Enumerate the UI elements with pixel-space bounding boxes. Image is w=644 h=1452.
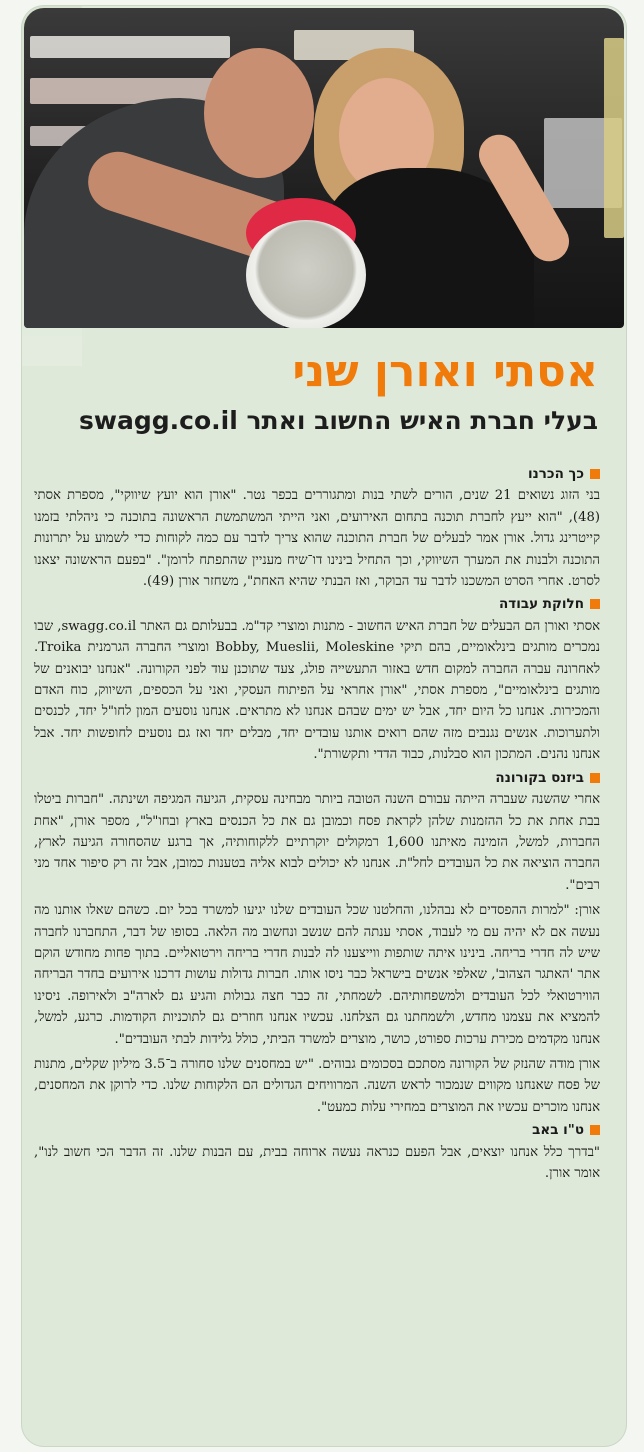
- section: [34, 1120, 600, 1184]
- speaker-body: [246, 220, 366, 328]
- shelf: [30, 36, 230, 58]
- square-bullet-icon: [590, 599, 600, 609]
- paragraph: אחרי שהשנה שעברה הייתה עבורם השנה הטובה ביותר מבחינה עסקית, הגיעה המגיפה ושינתה. "חברות ביטלו בבת אחת את כל ההזמנות שלהן לקראת פסח וכמובן גם את כל הכנסים בארץ ובחו"ל", מספר אורן, "אחת החברות, למשל, הזמינה מאיתנו 1,600 רמקולים יוקרתיים ללקוחותיה, אך ברגע שהסחורה הגיעה לארץ, החברה הוציאה את כל העובדים לחל"ת. אנחנו לא יכולים לבוא אליה בטענות כמובן, אבל זה רק סיפור אחד מני רבים".: [34, 792, 600, 893]
- paragraph: אסתי ואורן הם הבעלים של חברת האיש החשוב - מתנות ומוצרי קד"מ. בבעלותם גם האתר swagg.co.il, שבו נמכרים מותגים בינלאומיים, בהם תיקי Bobby, Mueslii, Moleskine ומוצרי החברה הגרמנית Troika. לאחרונה עברה החברה למקום חדש באזור התעשייה פולג, צעד שתוכנן עוד לפני הקורונה. "אנחנו יבואנים של מותגים בינלאומיים", מספרת אסתי, "אורן אחראי על הפיתוח העסקי, ואני על הכספים, השיווק, כוח האדם והמכירות. אנחנו כל היום יחד, אבל יש ימים שבהם אנחנו לא מתראים. אנחנו נוסעים המון לחו"ל יחד, לכנסים ולתערוכות. אנשים נגנבים מזה שהם רואים אותנו עובדים יחד, מבלים יחד ואז גם נוסעים לחופשות יחד. אבל אנחנו נהנים. המתכון הוא סבלנות, כבוד הדדי ותקשורת".: [34, 618, 600, 763]
- paragraph: בני הזוג נשואים 21 שנים, הורים לשתי בנות ומתגוררים בכפר נטר. "אורן הוא יועץ שיווקי", מספרת אסתי (48), "הוא ייעץ לחברת תוכנה בתחום האירועים, ואני הייתי המשתמשת הראשונה בתוכנה כי ניהלתי בזמנו קייטרינג גדול. אורן אמר לבעלים של חברת התוכנה שהוא צריך לדבר עם כמה לקוחות כדי לשמוע על יתרונות התוכנה ולבנות את המערך השיווקי, וכך התחיל בינינו דו־שיח מעניין שהתפתח לרומן". "בפעם הראשונה יצאנו לסרט. אחרי הסרט המשכנו לדבר עד הבוקר, ואז הבנתי שהיא האחת", משחזר אורן (49).: [34, 488, 600, 590]
- section: [34, 464, 600, 592]
- subhead: בעלי חברת האיש החשוב ואתר swagg.co.il: [79, 406, 598, 435]
- paragraph: אורן מודה שהנזק של הקורונה מסתכם בסכומים גבוהים. "יש במחסנים שלנו סחורה ב־3.5 מיליון שקלים, מתנות של פסח שאנחנו מקווים שנמכור לראש השנה. המרוויחים הגדולים הם הלקוחות שלנו. כדי לרוקן את המחסנים, אנחנו מוכרים עכשיו את המוצרים במחירי עלות כמעט".: [34, 1056, 600, 1115]
- section-title-text: כך הכרנו: [528, 466, 584, 482]
- man-head: [204, 48, 314, 178]
- article-card: [22, 6, 626, 1446]
- paragraph: אורן: "למרות ההפסדים לא נבהלנו, והחלטנו שכל העובדים שלנו יגיעו למשרד בכל יום. כשהם שאלו אותנו מה נעשה אם לא יהיה עם מי לעבוד, אסתי ענתה להם שנשב ונחשוב מה הלאה. בסופו של דבר, התחברנו לחברה שיש לה חדרי בריחה. בינינו איתה שותפות ווייצענו לה לבנות חדרי בריחה וירטואליים. בתוך פחות מחודש הוקם אתר 'האתגר הצהוב', שאלפי אנשים בישראל כבר ניסו אותו. חברות גדולות עושות דרכנו אירועים בחדר הבריחה הווירטואלי לכל העובדים ולמשפחותיהם. לשמחתי, זה כבר חצה גבולות והגיע גם לארה"ב ולאירופה. ניסינו להמציא את עצמנו מחדש, ולשמחתנו גם הצלחנו. עכשיו אנחנו חוזרים גם לתוכניות הקודמות. כרגע, למשל, אנחנו מקדמים מכירת ערכות ספורט, כושר, מוצרים למשרד הביתי, כולל גלידות לבתי העובדים".: [34, 903, 600, 1047]
- paragraph: "בדרך כלל אנחנו יוצאים, אבל הפעם כנראה נעשה ארוחה בבית, עם הבנות שלנו. זה הדבר הכי חשוב לנו", אומר אורן.: [34, 1144, 600, 1181]
- article-body: [34, 462, 600, 1184]
- section-title: [34, 594, 600, 615]
- section-title: [34, 768, 600, 789]
- square-bullet-icon: [590, 469, 600, 479]
- section-title: [34, 1120, 600, 1141]
- section-title-text: חלוקת עבודה: [498, 596, 584, 613]
- couple-photo: [24, 8, 624, 328]
- headline: אסתי ואורן שני: [292, 346, 598, 397]
- shelf: [604, 38, 624, 238]
- square-bullet-icon: [590, 1125, 600, 1135]
- section-title-text: ט"ו באב: [532, 1122, 584, 1139]
- section: [34, 594, 600, 765]
- section-title: [34, 464, 600, 485]
- section-title-text: ביזנס בקורונה: [495, 769, 584, 786]
- square-bullet-icon: [590, 773, 600, 783]
- section: [34, 768, 600, 1119]
